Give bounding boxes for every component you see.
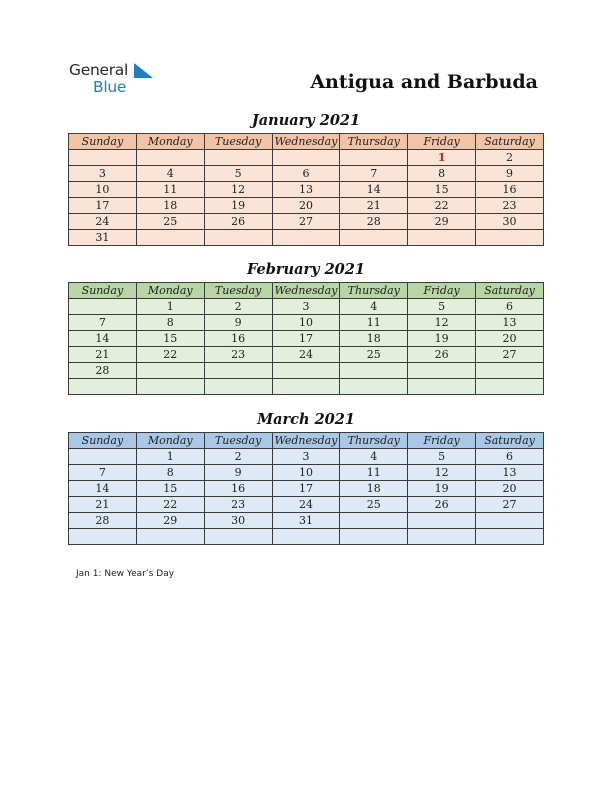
day-cell: 13 xyxy=(476,465,544,481)
empty-day-cell xyxy=(69,379,137,395)
day-cell: 31 xyxy=(272,513,340,529)
empty-day-cell xyxy=(340,379,408,395)
logo xyxy=(69,60,169,100)
day-cell: 6 xyxy=(476,449,544,465)
empty-day-cell xyxy=(340,529,408,545)
day-cell: 20 xyxy=(476,481,544,497)
empty-day-cell xyxy=(340,363,408,379)
day-cell: 28 xyxy=(69,363,137,379)
empty-day-cell xyxy=(272,363,340,379)
week-row xyxy=(69,230,544,246)
day-cell: 27 xyxy=(476,347,544,363)
empty-day-cell xyxy=(408,513,476,529)
month-title-january: January 2021 xyxy=(251,112,361,129)
day-cell: 12 xyxy=(408,465,476,481)
day-cell: 24 xyxy=(69,214,137,230)
empty-day-cell xyxy=(69,449,137,465)
day-cell: 11 xyxy=(136,182,204,198)
day-cell: 11 xyxy=(340,315,408,331)
day-cell: 13 xyxy=(272,182,340,198)
week-row xyxy=(69,497,544,513)
empty-day-cell xyxy=(69,299,137,315)
day-cell: 17 xyxy=(272,331,340,347)
empty-day-cell xyxy=(272,379,340,395)
day-cell: 2 xyxy=(204,299,272,315)
weekday-header: Sunday xyxy=(69,433,137,449)
day-cell: 10 xyxy=(272,465,340,481)
day-cell: 21 xyxy=(69,347,137,363)
week-row xyxy=(69,315,544,331)
day-cell: 14 xyxy=(69,331,137,347)
day-cell: 23 xyxy=(204,497,272,513)
day-cell: 19 xyxy=(408,481,476,497)
empty-day-cell xyxy=(204,363,272,379)
day-cell: 7 xyxy=(69,315,137,331)
empty-day-cell xyxy=(272,230,340,246)
weekday-header: Saturday xyxy=(476,134,544,150)
day-cell: 18 xyxy=(340,481,408,497)
empty-day-cell xyxy=(476,363,544,379)
day-cell: 16 xyxy=(476,182,544,198)
empty-day-cell xyxy=(204,150,272,166)
day-cell: 16 xyxy=(204,331,272,347)
empty-day-cell xyxy=(408,230,476,246)
day-cell: 14 xyxy=(340,182,408,198)
weekday-header: Thursday xyxy=(340,283,408,299)
logo-text-general: General xyxy=(69,61,128,79)
week-row xyxy=(69,347,544,363)
week-row xyxy=(69,513,544,529)
day-cell: 9 xyxy=(204,315,272,331)
day-cell: 3 xyxy=(69,166,137,182)
weekday-header: Sunday xyxy=(69,283,137,299)
day-cell: 22 xyxy=(136,497,204,513)
day-cell: 1 xyxy=(136,299,204,315)
empty-day-cell xyxy=(408,529,476,545)
week-row xyxy=(69,299,544,315)
day-cell: 3 xyxy=(272,449,340,465)
day-cell: 19 xyxy=(204,198,272,214)
day-cell: 26 xyxy=(204,214,272,230)
weekday-header: Saturday xyxy=(476,283,544,299)
day-cell: 25 xyxy=(340,497,408,513)
day-cell: 29 xyxy=(136,513,204,529)
day-cell: 1 xyxy=(136,449,204,465)
week-row xyxy=(69,449,544,465)
empty-day-cell xyxy=(340,230,408,246)
weekday-header: Monday xyxy=(136,134,204,150)
day-cell: 21 xyxy=(69,497,137,513)
week-row xyxy=(69,331,544,347)
day-cell: 22 xyxy=(408,198,476,214)
empty-day-cell xyxy=(476,513,544,529)
empty-day-cell xyxy=(476,230,544,246)
day-cell: 26 xyxy=(408,347,476,363)
weekday-header-row xyxy=(69,134,544,150)
day-cell: 24 xyxy=(272,497,340,513)
day-cell: 30 xyxy=(204,513,272,529)
day-cell: 18 xyxy=(136,198,204,214)
day-cell: 9 xyxy=(476,166,544,182)
country-title: Antigua and Barbuda xyxy=(310,71,538,93)
day-cell: 5 xyxy=(408,449,476,465)
weekday-header: Friday xyxy=(408,283,476,299)
day-cell: 24 xyxy=(272,347,340,363)
day-cell: 4 xyxy=(136,166,204,182)
weekday-header: Saturday xyxy=(476,433,544,449)
day-cell: 22 xyxy=(136,347,204,363)
empty-day-cell xyxy=(272,529,340,545)
day-cell: 11 xyxy=(340,465,408,481)
empty-day-cell xyxy=(340,513,408,529)
weekday-header: Thursday xyxy=(340,433,408,449)
day-cell: 8 xyxy=(136,315,204,331)
empty-day-cell xyxy=(136,529,204,545)
day-cell: 25 xyxy=(340,347,408,363)
day-cell: 16 xyxy=(204,481,272,497)
calendar-february xyxy=(68,282,544,395)
empty-day-cell xyxy=(408,363,476,379)
weekday-header: Tuesday xyxy=(204,134,272,150)
day-cell: 4 xyxy=(340,299,408,315)
weekday-header: Tuesday xyxy=(204,433,272,449)
week-row xyxy=(69,529,544,545)
empty-day-cell xyxy=(69,529,137,545)
week-row xyxy=(69,182,544,198)
day-cell: 6 xyxy=(272,166,340,182)
holiday-note: Jan 1: New Year’s Day xyxy=(76,569,175,579)
weekday-header: Wednesday xyxy=(272,134,340,150)
logo-text-blue: Blue xyxy=(93,78,127,96)
weekday-header: Wednesday xyxy=(272,433,340,449)
weekday-header-row xyxy=(69,283,544,299)
empty-day-cell xyxy=(204,379,272,395)
day-cell: 23 xyxy=(476,198,544,214)
day-cell: 6 xyxy=(476,299,544,315)
weekday-header: Friday xyxy=(408,134,476,150)
day-cell: 12 xyxy=(204,182,272,198)
day-cell: 29 xyxy=(408,214,476,230)
day-cell: 8 xyxy=(136,465,204,481)
day-cell: 8 xyxy=(408,166,476,182)
day-cell: 28 xyxy=(69,513,137,529)
day-cell: 14 xyxy=(69,481,137,497)
empty-day-cell xyxy=(476,379,544,395)
day-cell: 5 xyxy=(204,166,272,182)
weekday-header-row xyxy=(69,433,544,449)
empty-day-cell xyxy=(136,230,204,246)
week-row xyxy=(69,166,544,182)
weekday-header: Monday xyxy=(136,283,204,299)
day-cell: 2 xyxy=(476,150,544,166)
day-cell: 10 xyxy=(272,315,340,331)
day-cell: 10 xyxy=(69,182,137,198)
day-cell: 27 xyxy=(476,497,544,513)
day-cell: 26 xyxy=(408,497,476,513)
day-cell: 21 xyxy=(340,198,408,214)
day-cell: 17 xyxy=(272,481,340,497)
month-title-february: February 2021 xyxy=(247,261,365,278)
weekday-header: Friday xyxy=(408,433,476,449)
day-cell: 9 xyxy=(204,465,272,481)
day-cell: 4 xyxy=(340,449,408,465)
day-cell: 28 xyxy=(340,214,408,230)
holiday-notes xyxy=(76,569,174,579)
empty-day-cell xyxy=(136,150,204,166)
empty-day-cell xyxy=(476,529,544,545)
weekday-header: Wednesday xyxy=(272,283,340,299)
day-cell: 12 xyxy=(408,315,476,331)
day-cell: 27 xyxy=(272,214,340,230)
day-cell: 3 xyxy=(272,299,340,315)
weekday-header: Monday xyxy=(136,433,204,449)
empty-day-cell xyxy=(204,529,272,545)
week-row xyxy=(69,481,544,497)
day-cell: 7 xyxy=(340,166,408,182)
week-row xyxy=(69,214,544,230)
week-row xyxy=(69,379,544,395)
day-cell: 30 xyxy=(476,214,544,230)
day-cell: 20 xyxy=(272,198,340,214)
empty-day-cell xyxy=(136,363,204,379)
day-cell: 2 xyxy=(204,449,272,465)
weekday-header: Sunday xyxy=(69,134,137,150)
day-cell: 15 xyxy=(408,182,476,198)
day-cell: 15 xyxy=(136,331,204,347)
day-cell: 19 xyxy=(408,331,476,347)
calendar-march xyxy=(68,432,544,545)
day-cell: 7 xyxy=(69,465,137,481)
weekday-header: Thursday xyxy=(340,134,408,150)
holiday-day-cell: 1 xyxy=(408,150,476,166)
day-cell: 18 xyxy=(340,331,408,347)
weekday-header: Tuesday xyxy=(204,283,272,299)
day-cell: 23 xyxy=(204,347,272,363)
week-row xyxy=(69,150,544,166)
day-cell: 15 xyxy=(136,481,204,497)
week-row xyxy=(69,465,544,481)
empty-day-cell xyxy=(408,379,476,395)
day-cell: 25 xyxy=(136,214,204,230)
day-cell: 13 xyxy=(476,315,544,331)
calendar-january xyxy=(68,133,544,246)
day-cell: 17 xyxy=(69,198,137,214)
month-title-march: March 2021 xyxy=(257,411,355,428)
day-cell: 5 xyxy=(408,299,476,315)
day-cell: 20 xyxy=(476,331,544,347)
empty-day-cell xyxy=(204,230,272,246)
week-row xyxy=(69,198,544,214)
empty-day-cell xyxy=(69,150,137,166)
empty-day-cell xyxy=(136,379,204,395)
logo-triangle-icon xyxy=(134,63,153,78)
empty-day-cell xyxy=(272,150,340,166)
day-cell: 31 xyxy=(69,230,137,246)
week-row xyxy=(69,363,544,379)
empty-day-cell xyxy=(340,150,408,166)
